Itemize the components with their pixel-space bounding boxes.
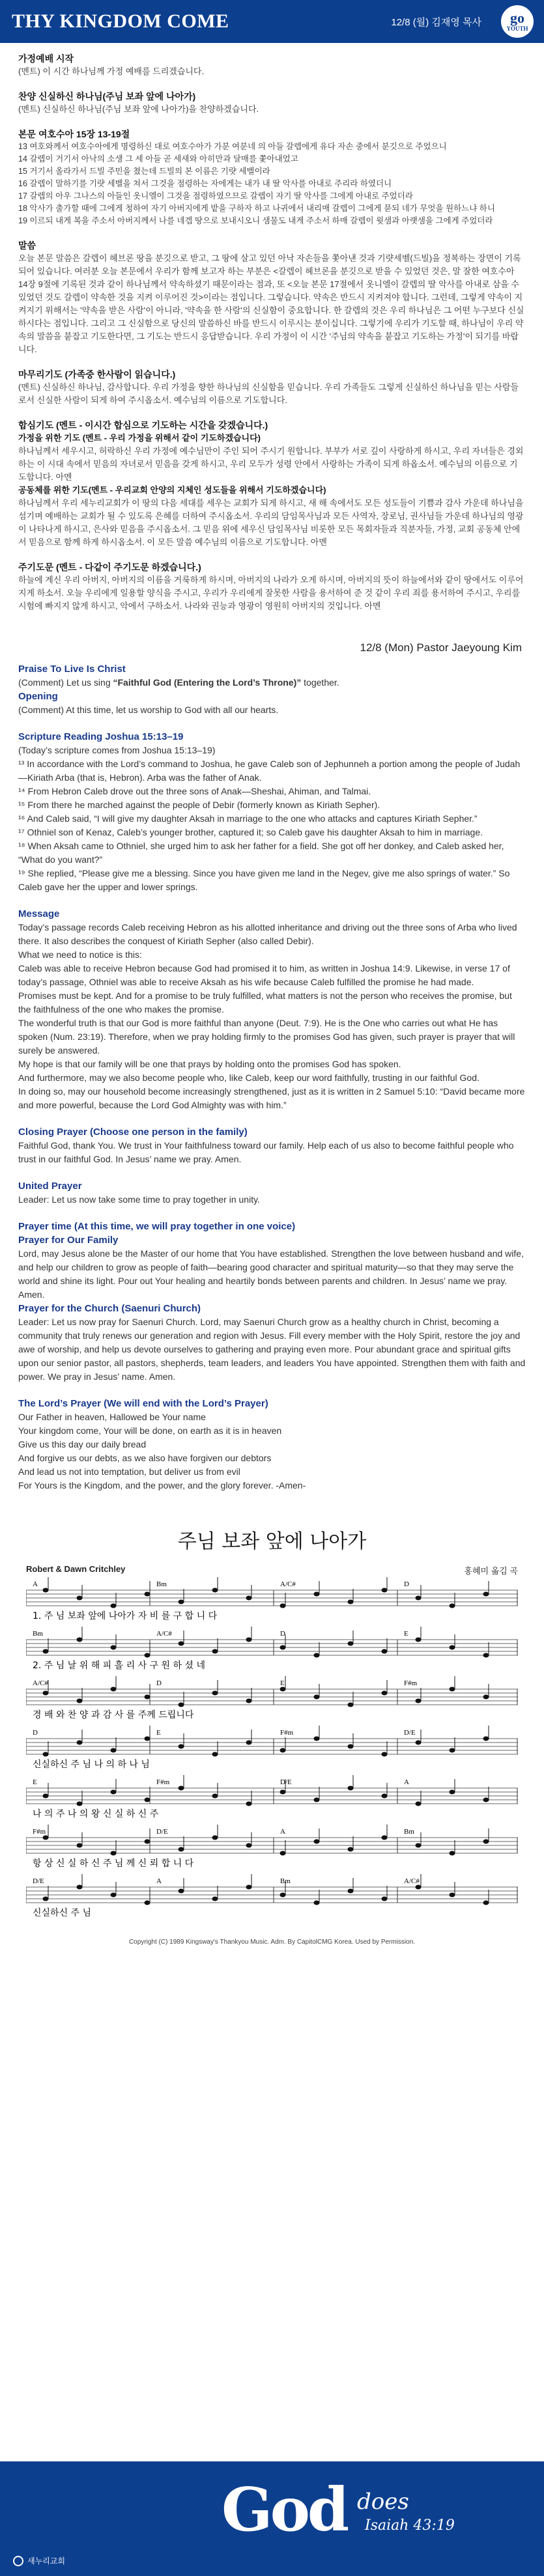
note-head bbox=[77, 1596, 83, 1601]
korean-section bbox=[0, 43, 544, 631]
note-head bbox=[111, 1604, 117, 1608]
e-scripture-head: Scripture Reading Joshua 15:13–19 bbox=[18, 731, 184, 742]
note-head bbox=[416, 1885, 422, 1890]
k-opening bbox=[18, 52, 526, 78]
page-title: THY KINGDOM COME bbox=[12, 10, 229, 32]
e-lords-line: And lead us not into temptation, but deliver us from evil bbox=[18, 1466, 240, 1477]
note-head bbox=[382, 1588, 388, 1593]
footer-ref: Isaiah 43:19 bbox=[365, 2517, 455, 2534]
note-head bbox=[416, 1843, 422, 1848]
e-verse-list bbox=[18, 757, 526, 894]
note-head bbox=[450, 1851, 455, 1856]
note-head bbox=[483, 1840, 489, 1844]
k-lords-head: 주기도문 (멘트 - 다같이 주기도문 하겠습니다.) bbox=[18, 562, 201, 572]
note-head bbox=[212, 1794, 218, 1799]
k-verse: 14 갈렙이 거기서 아낙의 소생 그 세 아들 곧 세새와 아히만과 달매를 쫓아내었고 bbox=[18, 154, 298, 163]
chord-symbol: D/E bbox=[33, 1877, 44, 1885]
note-head bbox=[246, 1843, 252, 1848]
sheet-music bbox=[26, 1519, 518, 1948]
e-family-head: Prayer for Our Family bbox=[18, 1235, 119, 1246]
e-praise-suffix: together. bbox=[301, 677, 339, 688]
lyric-line: 2. 주 님 날 위 해 피 흘 리 사 구 원 하 셨 네 bbox=[33, 1660, 205, 1671]
note-head bbox=[280, 1687, 286, 1692]
note-head bbox=[280, 1748, 286, 1753]
note-head bbox=[382, 1649, 388, 1654]
chord-symbol: A/C# bbox=[156, 1630, 172, 1638]
e-verse: ¹⁶ And Caleb said, “I will give my daughter Aksah in marriage to the one who attacks and captures Kiriath Sepher.” bbox=[18, 813, 478, 824]
e-closing bbox=[18, 1125, 526, 1166]
e-paragraph: The wonderful truth is that our God is more faithful than anyone (Deut. 7:9). He is the One who carries out what He has spoken (Num. 23:19). Therefore, when we pray holding firmly to the promises God has given, such prayer is prayer that will surely be answered. bbox=[18, 1018, 515, 1056]
e-paragraph: Today’s passage records Caleb receiving Hebron as his allotted inheritance and driving out the three sons of Arba who lived there. It also describes the conquest of Kiriath Sepher (also called Debir). bbox=[18, 922, 517, 946]
e-praise-prefix: (Comment) Let us sing bbox=[18, 677, 113, 688]
e-verse: ¹⁴ From Hebron Caleb drove out the three sons of Anak—Sheshai, Ahiman, and Talmai. bbox=[18, 786, 371, 796]
note-head bbox=[280, 1645, 286, 1650]
logo-sub: YOUTH bbox=[506, 25, 528, 32]
k-lords-text: 하늘에 계신 우리 아버지, 아버지의 이름을 거룩하게 하시며, 아버지의 나라가 오게 하시며, 아버지의 뜻이 하늘에서와 같이 땅에서도 이루어지게 하소서. 오늘 우리에게 일용할 양식을 주시고, 우리가 우리에게 잘못한 사람을 용서하여 준 것 같이 우리 죄를 용서하여 주시고, 우리를 시험에 빠지지 않게 하시고, 악에서 구하소서. 나라와 권능과 영광이 영원히 아버지의 것입니다. 아멘 bbox=[18, 575, 524, 611]
english-section bbox=[0, 658, 544, 1512]
chord-symbol: F#m bbox=[280, 1729, 294, 1737]
church-name: 새누리교회 bbox=[27, 2556, 65, 2566]
note-head bbox=[416, 1596, 422, 1601]
e-verse: ¹⁸ When Aksah came to Othniel, she urged him to ask her father for a field. She got off her donkey, and Caleb asked her, “What do you want?” bbox=[18, 841, 504, 865]
note-head bbox=[382, 1897, 388, 1901]
note-head bbox=[450, 1893, 455, 1897]
note-head bbox=[450, 1604, 455, 1608]
note-head bbox=[314, 1901, 320, 1905]
chord-symbol: F#m bbox=[404, 1679, 418, 1687]
note-head bbox=[483, 1592, 489, 1597]
e-paragraph: And furthermore, may we also become people who, like Caleb, keep our word faithfully, trusting in our faithful God. bbox=[18, 1072, 480, 1083]
note-head bbox=[43, 1588, 49, 1593]
e-closing-text: Faithful God, thank You. We trust in Your faithfulness toward our family. Help each of us also to become faithful people who trust in our faithful God. In Jesus’ name we pray. Amen. bbox=[18, 1140, 514, 1164]
note-head bbox=[314, 1592, 320, 1597]
note-head bbox=[43, 1897, 49, 1901]
note-head bbox=[382, 1752, 388, 1757]
e-scripture bbox=[18, 730, 526, 894]
score-copyright: Copyright (C) 1989 Kingsway's Thankyou Music. Adm. By CapitolCMG Korea. Used by Permission. bbox=[128, 1939, 416, 1946]
note-head bbox=[416, 1802, 422, 1806]
k-verse: 15 거기서 올라가서 드빌 주민을 쳤는데 드빌의 본 이름은 기럇 세벨이라 bbox=[18, 167, 270, 176]
note-head bbox=[246, 1802, 252, 1806]
k-family-text: 하나님께서 세우시고, 허락하신 우리 가정에 예수님만이 주인 되어 주시기 원합니다. 부부가 서로 깊이 사랑하게 하시고, 우리 자녀들은 경외하는 이 시대 속에서 믿음의 자녀로서 믿음을 갖게 하시고, 우리 모두가 성령 안에서 사랑하는 가족이 되게 하옵소서. 예수님의 이름으로 기도합니다. 아멘 bbox=[18, 446, 524, 482]
note-head bbox=[111, 1893, 117, 1897]
note-head bbox=[212, 1691, 218, 1696]
e-lords-line: Give us this day our daily bread bbox=[18, 1439, 147, 1449]
note-head bbox=[212, 1836, 218, 1840]
note-head bbox=[246, 1741, 252, 1745]
chord-symbol: A/C# bbox=[33, 1679, 48, 1687]
church-icon bbox=[13, 2556, 23, 2566]
chord-symbol: E bbox=[280, 1679, 285, 1687]
k-closing-text: (멘트) 신실하신 하나님, 감사합니다. 우리 가정을 향한 하나님의 신실함을 믿습니다. 우리 가족들도 그렇게 신실하신 하나님을 믿는 사람들로서 신실한 사람이 되게 하여 주시옵소서. 예수님의 이름으로 기도합니다. bbox=[18, 382, 519, 405]
note-head bbox=[348, 1786, 354, 1791]
note-head bbox=[43, 1691, 49, 1696]
k-closing-head: 마무리기도 (가족중 한사람이 읽습니다.) bbox=[18, 369, 176, 380]
lyric-line: 1. 주 님 보좌 앞에 나아가 자 비 를 구 합 니 다 bbox=[33, 1611, 218, 1621]
k-scripture bbox=[18, 128, 526, 227]
k-family-head: 가정을 위한 기도 (멘트 - 우리 가정을 위해서 같이 기도하겠습니다) bbox=[18, 433, 261, 443]
k-message bbox=[18, 239, 526, 356]
e-family-text: Lord, may Jesus alone be the Master of our home that You have established. Strengthen the love between husband and wife, and help our children to grow as people of faith—bearing good character and spiritual maturity—so that they may serve the world and shine its light. Pour out Your healing and heartily bonds between parents and children. In Jesus’ name we pray. Amen. bbox=[18, 1248, 524, 1300]
header-date: 12/8 (월) 김재영 목사 bbox=[391, 16, 481, 28]
note-head bbox=[246, 1699, 252, 1703]
e-verse: ¹⁷ Othniel son of Kenaz, Caleb’s younger brother, captured it; so Caleb gave his daughter Aksah to him in marriage. bbox=[18, 827, 483, 837]
note-head bbox=[145, 1592, 150, 1597]
k-united-head: 합심기도 (멘트 - 이시간 합심으로 기도하는 시간을 갖겠습니다.) bbox=[18, 420, 268, 430]
e-lords-line: Your kingdom come, Your will be done, on earth as it is in heaven bbox=[18, 1425, 282, 1436]
note-head bbox=[179, 1642, 184, 1646]
note-head bbox=[450, 1748, 455, 1753]
k-verse: 19 이르되 내게 복을 주소서 아버지께서 나를 네겝 땅으로 보내시오니 샘물도 내게 주소서 하매 갈렙이 윗샘과 아랫샘을 그에게 주었더라 bbox=[18, 216, 493, 225]
note-head bbox=[111, 1645, 117, 1650]
k-message-text: 오늘 본문 말씀은 갈렙이 헤브론 땅을 분깃으로 받고, 그 땅에 살고 있던 아낙 자손들을 쫓아낸 것과 기럇세벨(드빌)을 정복하는 장면이 기록되어 있습니다. 여러분 오늘 본문에서 우리가 함께 보고자 하는 부분은 <갈렙이 헤브론을 분깃으로 받을 수 있었던 것은, 말 잘한 여호수아 14장 9절에 기록된 것과 같이 하나님께서 약속하셨기 때문이라는 점과, 또 <오늘 본문 17절에서 옷니엘이 갈렙의 딸 악사를 아내로 삼을 수 있었던 것도 갈렙이 약속한 것을 지켜 이루어진 것>이라는 점입니다. 그렇습니다. 약속은 반드시 지켜져야 합니다. 그런데, 그렇게 약속이 지켜지기 위해서는 '약속을 받은 사람'이 아니라, '약속을 한 사람'의 신실함이 중요합니다. 한 갈렙의 것은 우리 하나님은 그 어떤 누구보다 신실하시다는 점입니다. 그리고 그 신실함으로 당신의 말씀하신 바를 반드시 이루시는 분이십니다. 그렇기에 우리가 기도할 때, 하나님이 우리 약속의 말씀을 붙잡고 기도한다면, 그 기도는 반드시 응답받습니다. 우리 가정이 이 시간 '주님의 약속을 붙잡고 기도하는 가정'이 되기를 바랍니다. bbox=[18, 253, 524, 354]
note-head bbox=[280, 1893, 286, 1897]
e-church-head: Prayer for the Church (Saenuri Church) bbox=[18, 1303, 201, 1314]
chord-symbol: D/E bbox=[404, 1729, 416, 1737]
e-united-head: United Prayer bbox=[18, 1181, 82, 1192]
note-head bbox=[483, 1653, 489, 1658]
chord-symbol: D/E bbox=[156, 1828, 168, 1836]
lyric-line: 나 의 주 나 의 왕 신 실 하 신 주 bbox=[33, 1809, 159, 1819]
e-praise-head: Praise To Live Is Christ bbox=[18, 664, 126, 675]
note-head bbox=[212, 1897, 218, 1901]
score-composer: Robert & Dawn Critchley bbox=[26, 1564, 126, 1574]
note-head bbox=[43, 1794, 49, 1799]
note-head bbox=[348, 1889, 354, 1894]
k-closing bbox=[18, 368, 526, 407]
note-head bbox=[314, 1653, 320, 1658]
e-united-text: Leader: Let us now take some time to pray together in unity. bbox=[18, 1194, 260, 1205]
note-head bbox=[416, 1699, 422, 1703]
chord-symbol: E bbox=[404, 1630, 408, 1638]
note-head bbox=[212, 1752, 218, 1757]
note-head bbox=[212, 1649, 218, 1654]
page-footer bbox=[0, 2461, 544, 2576]
e-paragraph: In doing so, may our household become increasingly strengthened, just as it is written in 2 Samuel 5:10: “David became more and more powerful, because the Lord God Almighty was with him.” bbox=[18, 1086, 525, 1110]
chord-symbol: D bbox=[280, 1630, 285, 1638]
e-opening-head: Opening bbox=[18, 691, 58, 702]
e-praise-song: “Faithful God (Entering the Lord’s Throne)” bbox=[113, 677, 302, 688]
chord-symbol: A bbox=[280, 1828, 285, 1836]
note-head bbox=[314, 1737, 320, 1741]
english-date: 12/8 (Mon) Pastor Jaeyoung Kim bbox=[360, 641, 522, 654]
church-logo bbox=[13, 2555, 65, 2566]
note-head bbox=[280, 1790, 286, 1795]
e-praise-text bbox=[18, 676, 526, 690]
note-head bbox=[145, 1695, 150, 1700]
lyric-line: 신실하신 주 님 나 의 하 나 님 bbox=[33, 1759, 150, 1770]
k-church-head: 공동체를 위한 기도(멘트 - 우리교회 안양의 지체인 성도들을 위해서 기도하겠습니다) bbox=[18, 485, 326, 495]
note-head bbox=[111, 1790, 117, 1795]
k-church-text: 하나님께서 우리 세누리교회가 이 땅의 다음 세대를 세우는 교회가 되게 하시고, 새 해 속에서도 모든 성도들이 기쁨과 감사 가운데 하나님을 섬기며 예배하는 교회가 될 수 있도록 은혜를 더하여 주시옵소서. 우리의 담임목사님과 모든 사역자, 장로님, 권사님들 가운데 하나님의 영광이 나타나게 하시고, 은사와 믿음을 주시옵소서. 그 믿음 위에 세우신 담임목사님 비롯한 모든 목회자들과 직분자들, 가정, 교회 공동체 안에서 믿음으로 함께 하게 하시옵소서. 이 모든 말씀 예수님의 이름으로 기도합니다. 아멘 bbox=[18, 498, 524, 547]
note-head bbox=[77, 1802, 83, 1806]
chord-symbol: A bbox=[156, 1877, 162, 1885]
note-head bbox=[179, 1847, 184, 1852]
e-praise bbox=[18, 662, 526, 717]
score-title: 주님 보좌 앞에 나아가 bbox=[177, 1530, 367, 1553]
k-opening-text: (멘트) 이 시간 하나님께 가정 예배를 드리겠습니다. bbox=[18, 66, 205, 76]
note-head bbox=[179, 1744, 184, 1749]
note-head bbox=[348, 1642, 354, 1646]
chord-symbol: Bm bbox=[33, 1630, 43, 1638]
k-united bbox=[18, 419, 526, 549]
note-head bbox=[416, 1638, 422, 1642]
note-head bbox=[77, 1638, 83, 1642]
note-head bbox=[483, 1901, 489, 1905]
note-head bbox=[348, 1744, 354, 1749]
note-head bbox=[314, 1840, 320, 1844]
chord-symbol: A bbox=[404, 1778, 409, 1786]
note-head bbox=[483, 1737, 489, 1741]
k-verse-list bbox=[18, 141, 526, 227]
e-paragraph: Caleb was able to receive Hebron because God had promised it to him, as written in Joshua 14:9. Likewise, in verse 17 of today’s passage, Othniel was able to receive Aksah as his wife because Caleb fulfilled the promise he had made. bbox=[18, 963, 510, 987]
chord-symbol: Bm bbox=[280, 1877, 291, 1885]
chord-symbol: F#m bbox=[33, 1828, 46, 1836]
lyric-line: 경 배 와 찬 양 과 감 사 를 주께 드립니다 bbox=[33, 1710, 194, 1720]
note-head bbox=[179, 1703, 184, 1707]
note-head bbox=[77, 1699, 83, 1703]
chord-symbol: D bbox=[33, 1729, 38, 1737]
note-head bbox=[246, 1638, 252, 1642]
chord-symbol: Bm bbox=[156, 1580, 167, 1588]
chord-symbol: A/C# bbox=[404, 1877, 420, 1885]
e-lords-lines bbox=[18, 1410, 526, 1492]
e-lords-line: For Yours is the Kingdom, and the power, and the glory forever. -Amen- bbox=[18, 1480, 306, 1491]
e-verse: ¹⁹ She replied, “Please give me a blessing. Since you have given me land in the Negev, give me also springs of water.” So Caleb gave her the upper and lower springs. bbox=[18, 868, 510, 892]
note-head bbox=[382, 1794, 388, 1799]
e-paragraph: What we need to notice is this: bbox=[18, 949, 142, 960]
score-lyricist: 홍혜미 옮김 곡 bbox=[464, 1566, 518, 1576]
e-message-head: Message bbox=[18, 908, 60, 919]
logo-main: go bbox=[510, 10, 524, 26]
chord-symbol: D bbox=[156, 1679, 162, 1687]
note-head bbox=[416, 1741, 422, 1745]
e-opening-text: (Comment) At this time, let us worship to God with all our hearts. bbox=[18, 705, 279, 715]
note-head bbox=[145, 1798, 150, 1802]
note-head bbox=[111, 1851, 117, 1856]
note-head bbox=[246, 1596, 252, 1601]
e-church-text: Leader: Let us now pray for Saenuri Church. Lord, may Saenuri Church grow as a healthy church in Christ, becoming a community that truly renews our generation and region with Jesus. Fill every member with the Holy Spirit, restore the joy and awe of worship, and help us devote ourselves to gathering and praying even more. Pour abundant grace and spiritual gifts upon our senior pastor, all pastors, shepherds, team leaders, and leaders You have appointed. Strengthen them with faith and power. We pray in Jesus’ name. Amen. bbox=[18, 1317, 526, 1382]
note-head bbox=[77, 1843, 83, 1848]
note-head bbox=[77, 1741, 83, 1745]
note-head bbox=[280, 1851, 286, 1856]
e-prayer-time-head: Prayer time (At this time, we will pray together in one voice) bbox=[18, 1221, 296, 1232]
note-head bbox=[179, 1889, 184, 1894]
note-head bbox=[77, 1885, 83, 1890]
k-scripture-head: 본문 여호수아 15장 13-19절 bbox=[18, 129, 130, 139]
note-head bbox=[314, 1798, 320, 1802]
note-head bbox=[43, 1649, 49, 1654]
note-head bbox=[382, 1836, 388, 1840]
note-head bbox=[483, 1798, 489, 1802]
k-lords-prayer bbox=[18, 561, 526, 613]
note-head bbox=[145, 1653, 150, 1658]
e-lords-prayer bbox=[18, 1397, 526, 1492]
e-paragraph: Promises must be kept. And for a promise to be truly fulfilled, what matters is not the person who receives the promise, but the faithfulness of the one who makes the promise. bbox=[18, 990, 512, 1015]
e-lords-head: The Lord’s Prayer (We will end with the Lord’s Prayer) bbox=[18, 1398, 268, 1409]
e-lords-line: Our Father in heaven, Hallowed be Your name bbox=[18, 1412, 206, 1422]
k-song bbox=[18, 90, 526, 116]
note-head bbox=[450, 1790, 455, 1795]
k-verse: 17 갈렙의 아우 그나스의 아들인 옷니엘이 그것을 점령하였으므로 갈렙이 자기 딸 악사를 그에게 아내로 주었더라 bbox=[18, 191, 413, 201]
note-head bbox=[314, 1695, 320, 1700]
youth-logo bbox=[501, 5, 534, 38]
chord-symbol: E bbox=[33, 1778, 37, 1786]
e-united bbox=[18, 1179, 526, 1207]
note-head bbox=[348, 1847, 354, 1852]
e-message-paragraphs bbox=[18, 921, 526, 1112]
k-verse: 16 갈렙이 말하기를 기럇 세벨을 쳐서 그것을 점령하는 자에게는 내가 내 딸 악사를 아내로 주리라 하였더니 bbox=[18, 179, 392, 188]
chord-symbol: E bbox=[156, 1729, 161, 1737]
chord-symbol: A/C# bbox=[280, 1580, 296, 1588]
lyric-line: 항 상 신 실 하 신 주 님 께 신 뢰 합 니 다 bbox=[33, 1858, 194, 1869]
e-verse: ¹⁵ From there he marched against the people of Debir (formerly known as Kiriath Sepher). bbox=[18, 800, 380, 810]
chord-symbol: D bbox=[404, 1580, 409, 1588]
chord-symbol: A bbox=[33, 1580, 38, 1588]
note-head bbox=[382, 1691, 388, 1696]
staff-lines bbox=[26, 1577, 518, 1929]
e-verse: ¹³ In accordance with the Lord’s command to Joshua, he gave Caleb son of Jephunneh a portion among the people of Judah—Kiriath Arba (that is, Hebron). Arba was the father of Anak. bbox=[18, 759, 521, 783]
note-head bbox=[483, 1695, 489, 1700]
k-song-text: (멘트) 신실하신 하나님(주님 보좌 앞에 나아가)을 찬양하겠습니다. bbox=[18, 104, 259, 114]
note-head bbox=[450, 1645, 455, 1650]
e-prayer-time bbox=[18, 1220, 526, 1384]
k-message-head: 말씀 bbox=[18, 240, 36, 251]
note-head bbox=[111, 1748, 117, 1753]
k-verse: 13 여호와께서 여호수아에게 명령하신 대로 여호수아가 가분 여분네 의 아들 갈렙에게 유다 자손 중에서 분깃으로 주었으니 bbox=[18, 142, 447, 151]
note-head bbox=[246, 1885, 252, 1890]
note-head bbox=[348, 1600, 354, 1604]
e-paragraph: My hope is that our family will be one that prays by holding onto the promises God has spoken. bbox=[18, 1059, 401, 1069]
note-head bbox=[145, 1737, 150, 1741]
e-scripture-intro: (Today’s scripture comes from Joshua 15:13–19) bbox=[18, 745, 216, 755]
footer-word: God bbox=[222, 2474, 347, 2545]
note-head bbox=[179, 1786, 184, 1791]
note-head bbox=[348, 1703, 354, 1707]
chord-symbol: F#m bbox=[156, 1778, 170, 1786]
k-verse: 18 악사가 출가할 때에 그에게 청하여 자기 아버지에게 밭을 구하자 하고 나귀에서 내리매 갈렙이 그에게 묻되 네가 무엇을 원하느냐 하니 bbox=[18, 204, 495, 213]
e-closing-head: Closing Prayer (Choose one person in the family) bbox=[18, 1127, 248, 1138]
note-head bbox=[280, 1604, 286, 1608]
note-head bbox=[43, 1752, 49, 1757]
k-opening-head: 가정예배 시작 bbox=[18, 53, 74, 64]
e-lords-line: And forgive us our debts, as we also have forgiven our debtors bbox=[18, 1453, 272, 1463]
note-head bbox=[179, 1600, 184, 1604]
note-head bbox=[145, 1840, 150, 1844]
footer-does: does bbox=[357, 2489, 409, 2515]
note-head bbox=[111, 1687, 117, 1692]
e-message bbox=[18, 907, 526, 1112]
lyric-line: 신실하신 주 님 bbox=[33, 1908, 92, 1918]
chord-symbol: Bm bbox=[404, 1828, 414, 1836]
note-head bbox=[145, 1901, 150, 1905]
chord-symbol: D/E bbox=[280, 1778, 292, 1786]
page-header bbox=[0, 0, 544, 43]
k-song-head: 찬양 신실하신 하나님(주님 보좌 앞에 나아가) bbox=[18, 91, 196, 102]
note-head bbox=[450, 1687, 455, 1692]
note-head bbox=[43, 1836, 49, 1840]
note-head bbox=[212, 1588, 218, 1593]
